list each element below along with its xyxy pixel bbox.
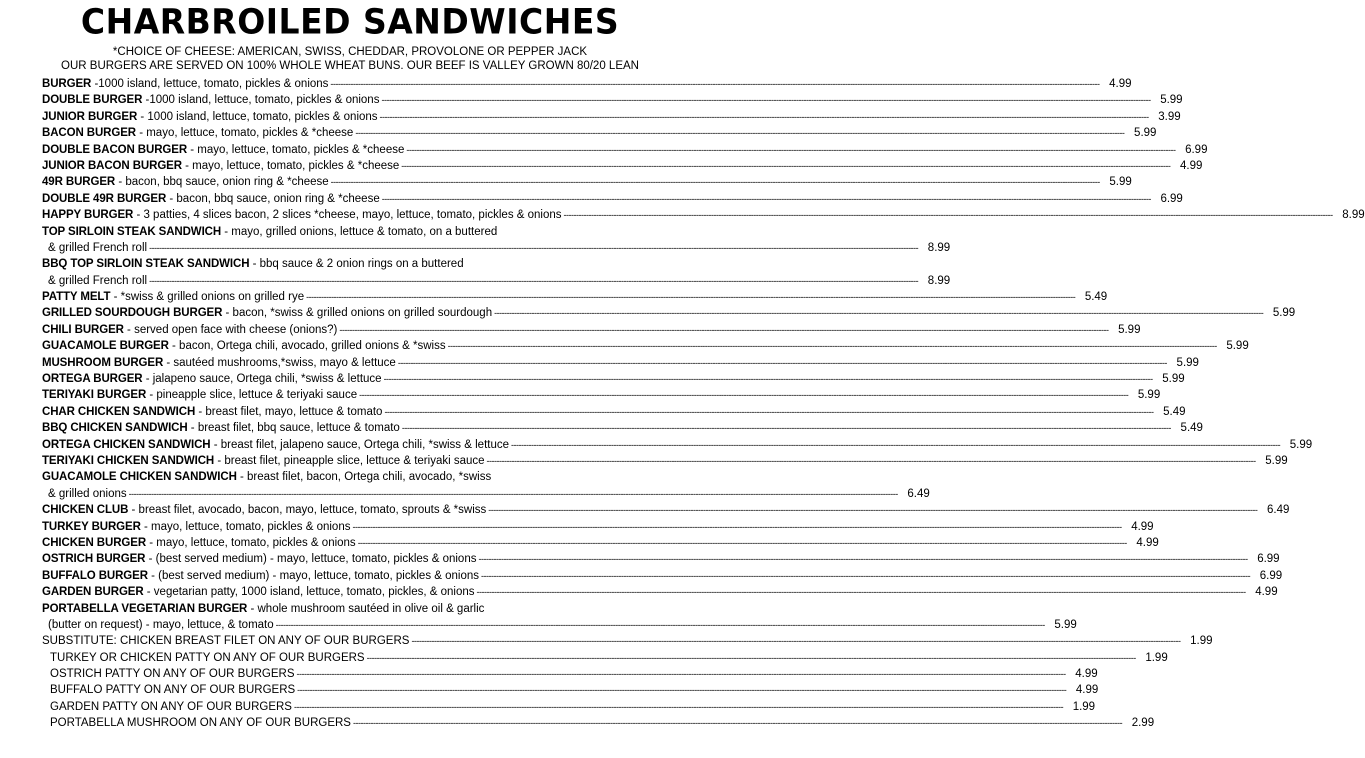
dot-leader xyxy=(448,338,1217,354)
menu-item-description: - served open face with cheese (onions?) xyxy=(123,323,338,336)
menu-item-text xyxy=(42,289,304,305)
menu-item-text xyxy=(42,191,380,207)
dot-leader xyxy=(382,191,1151,207)
menu-item-price: 6.99 xyxy=(1185,143,1208,156)
menu-item-text xyxy=(42,551,476,567)
menu-item-name: TURKEY BURGER xyxy=(42,520,141,533)
menu-item-text xyxy=(42,387,357,403)
menu-item-text xyxy=(42,404,382,420)
menu-item-description: - breast filet, bacon, Ortega chili, avocado, *swiss xyxy=(236,471,492,484)
menu-item-text xyxy=(42,207,562,223)
menu-item-text xyxy=(42,502,486,518)
menu-item-text xyxy=(42,453,485,469)
menu-item-name: GUACAMOLE BURGER xyxy=(42,340,169,353)
menu-item xyxy=(42,486,930,502)
menu-item-description: PORTABELLA MUSHROOM ON ANY OF OUR BURGERS xyxy=(50,717,351,730)
menu-item-description: - 3 patties, 4 slices bacon, 2 slices *cheese, mayo, lettuce, tomato, pickles & onions xyxy=(133,209,562,222)
menu-item-price: 6.49 xyxy=(907,487,930,500)
menu-item-name: BACON BURGER xyxy=(42,127,136,140)
menu-item xyxy=(42,601,679,617)
menu-item-description: - vegetarian patty, 1000 island, lettuce, tomato, pickles, & onions xyxy=(143,586,475,599)
menu-item-description: BUFFALO PATTY ON ANY OF OUR BURGERS xyxy=(50,684,296,697)
dot-leader xyxy=(384,371,1153,387)
menu-item-description: - sautéed mushrooms,*swiss, mayo & lettuce xyxy=(163,356,396,369)
menu-item-price: 4.99 xyxy=(1109,78,1132,90)
menu-item-text xyxy=(50,699,292,715)
menu-item-description: - *swiss & grilled onions on grilled rye xyxy=(110,291,305,304)
dot-leader xyxy=(359,387,1128,403)
menu-item-description: & grilled French roll xyxy=(48,274,148,287)
dot-leader xyxy=(297,682,1066,698)
menu-item-text xyxy=(50,666,295,682)
menu-item-text xyxy=(42,601,484,617)
menu-item xyxy=(42,76,1132,92)
menu-item-price: 4.99 xyxy=(1180,159,1203,172)
dot-leader xyxy=(564,207,1333,223)
menu-item-price: 5.99 xyxy=(1109,176,1132,189)
dot-leader xyxy=(367,650,1136,666)
menu-item-price: 5.99 xyxy=(1054,618,1077,631)
menu-item xyxy=(42,289,1108,305)
menu-item-name: TOP SIRLOIN STEAK SANDWICH xyxy=(42,225,222,238)
menu-item-name: TERIYAKI BURGER xyxy=(42,389,147,402)
menu-item xyxy=(42,273,951,289)
menu-item-name: JUNIOR BACON BURGER xyxy=(42,159,182,172)
menu-item-name: GUACAMOLE CHICKEN SANDWICH xyxy=(42,471,237,484)
menu-item-name: CHICKEN CLUB xyxy=(42,504,129,517)
menu-item xyxy=(42,437,1313,453)
menu-item-description: - bacon, bbq sauce, onion ring & *cheese xyxy=(166,192,380,205)
menu-item-text xyxy=(42,420,400,436)
menu-item xyxy=(42,109,1181,125)
menu-item-text xyxy=(42,142,404,158)
menu-item-name: BBQ TOP SIRLOIN STEAK SANDWICH xyxy=(42,258,250,271)
menu-item-price: 5.99 xyxy=(1272,307,1296,320)
dot-leader xyxy=(352,519,1121,535)
dot-leader xyxy=(401,158,1170,174)
menu-item-name: CHAR CHICKEN SANDWICH xyxy=(42,405,196,418)
menu-item-description: - mayo, lettuce, tomato, pickles & *cheese xyxy=(187,143,405,156)
menu-item-price: 6.99 xyxy=(1160,192,1183,205)
menu-item-price: 5.99 xyxy=(1226,340,1249,353)
menu-item-name: CHICKEN BURGER xyxy=(42,536,147,549)
menu-item-name: GRILLED SOURDOUGH BURGER xyxy=(42,307,223,320)
dot-leader xyxy=(297,666,1066,682)
menu-item-name: PORTABELLA VEGETARIAN BURGER xyxy=(42,602,248,615)
menu-item-description: - breast filet, bbq sauce, lettuce & tomato xyxy=(187,422,400,435)
menu-item xyxy=(42,92,1183,108)
menu-item-text xyxy=(42,76,328,92)
menu-item-name: MUSHROOM BURGER xyxy=(42,356,164,369)
menu-item-text xyxy=(50,682,295,698)
menu-item-text xyxy=(42,305,492,321)
menu-item-price: 6.99 xyxy=(1257,553,1280,566)
menu-item-text xyxy=(42,535,356,551)
dot-leader xyxy=(380,109,1149,125)
menu-item-price: 5.99 xyxy=(1176,356,1199,369)
menu-item xyxy=(42,224,679,240)
menu-item-description: - breast filet, jalapeno sauce, Ortega chili, *swiss & lettuce xyxy=(210,438,510,451)
menu-item xyxy=(42,519,1154,535)
menu-item-price: 5.99 xyxy=(1118,323,1141,336)
menu-item-text xyxy=(42,125,353,141)
menu-item xyxy=(42,617,1077,633)
menu-item-price: 5.49 xyxy=(1163,405,1186,418)
menu-item-text xyxy=(42,355,396,371)
menu-item-description: GARDEN PATTY ON ANY OF OUR BURGERS xyxy=(50,700,292,713)
menu-item-name: DOUBLE 49R BURGER xyxy=(42,192,167,205)
menu-item-description: - bacon, bbq sauce, onion ring & *cheese xyxy=(115,176,329,189)
menu-item-name: PATTY MELT xyxy=(42,291,111,304)
menu-list xyxy=(42,76,1365,732)
menu-item xyxy=(42,207,1365,223)
menu-item-description: - mayo, lettuce, tomato, pickles & onions xyxy=(146,536,356,549)
menu-item-price: 2.99 xyxy=(1131,717,1155,730)
menu-item-description: - whole mushroom sautéed in olive oil & garlic xyxy=(247,602,485,615)
menu-item xyxy=(42,142,1208,158)
menu-item xyxy=(42,633,1213,649)
menu-item-text xyxy=(42,568,479,584)
menu-item-text xyxy=(48,273,147,289)
menu-item-price: 1.99 xyxy=(1145,651,1168,664)
menu-item-price: 1.99 xyxy=(1072,700,1096,713)
menu-item-price: 8.99 xyxy=(927,274,951,287)
menu-item-text xyxy=(48,617,274,633)
menu-item xyxy=(42,682,1099,698)
menu-item-name: ORTEGA BURGER xyxy=(42,373,143,386)
menu-item-description: SUBSTITUTE: CHICKEN BREAST FILET ON ANY OF OUR BURGERS xyxy=(42,635,410,648)
menu-item-description: & grilled onions xyxy=(48,487,127,500)
menu-item-description: -1000 island, lettuce, tomato, pickles & onions xyxy=(91,78,329,90)
menu-item xyxy=(42,158,1203,174)
menu-item-price: 1.99 xyxy=(1190,635,1213,648)
menu-item-price: 5.49 xyxy=(1180,422,1203,435)
menu-item-price: 8.99 xyxy=(927,241,951,254)
dot-leader xyxy=(381,92,1150,108)
menu-item-text xyxy=(42,371,382,387)
menu-item-price: 4.99 xyxy=(1136,536,1159,549)
dot-leader xyxy=(477,584,1246,600)
menu-item-price: 3.99 xyxy=(1158,110,1181,123)
menu-item-name: BURGER xyxy=(42,78,92,90)
menu-item xyxy=(42,650,1168,666)
dot-leader xyxy=(358,535,1127,551)
menu-item-description: - breast filet, avocado, bacon, mayo, lettuce, tomato, sprouts & *swiss xyxy=(128,504,487,517)
menu-item-text xyxy=(50,715,351,731)
dot-leader xyxy=(488,502,1257,518)
menu-item-description: - mayo, lettuce, tomato, pickles & onions xyxy=(140,520,351,533)
menu-item-description: - mayo, lettuce, tomato, pickles & *cheese xyxy=(136,127,354,140)
dot-leader xyxy=(402,420,1171,436)
menu-item xyxy=(42,568,1283,584)
menu-item-description: - 1000 island, lettuce, tomato, pickles & onions xyxy=(137,110,378,123)
menu-item-name: 49R BURGER xyxy=(42,176,116,189)
menu-item-price: 4.99 xyxy=(1255,586,1278,599)
menu-item xyxy=(42,322,1141,338)
menu-item xyxy=(42,404,1186,420)
dot-leader xyxy=(487,453,1256,469)
dot-leader xyxy=(478,551,1247,567)
dot-leader xyxy=(355,125,1124,141)
menu-item-price: 5.49 xyxy=(1084,291,1108,304)
menu-item-text xyxy=(42,92,379,108)
menu-item xyxy=(42,387,1161,403)
menu-item-text xyxy=(48,486,127,502)
dot-leader xyxy=(276,617,1045,633)
menu-item-text xyxy=(48,240,147,256)
menu-item xyxy=(42,551,1280,567)
menu-item xyxy=(42,502,1290,518)
dot-leader xyxy=(331,174,1100,190)
menu-item xyxy=(42,453,1288,469)
menu-item xyxy=(42,469,679,485)
menu-item xyxy=(42,715,1155,731)
menu-item-price: 6.49 xyxy=(1267,504,1290,517)
menu-item-price: 4.99 xyxy=(1075,684,1099,697)
dot-leader xyxy=(149,240,918,256)
menu-item-price: 5.99 xyxy=(1137,389,1161,402)
menu-item-description: - breast filet, pineapple slice, lettuce & teriyaki sauce xyxy=(214,454,485,467)
menu-item xyxy=(42,666,1098,682)
page-title: CHARBROILED SANDWICHES xyxy=(80,1,620,42)
dot-leader xyxy=(481,568,1250,584)
menu-item xyxy=(42,355,1199,371)
dot-leader xyxy=(129,486,898,502)
menu-item-price: 4.99 xyxy=(1131,520,1154,533)
menu-item-price: 4.99 xyxy=(1075,668,1098,681)
menu-item-price: 6.99 xyxy=(1259,569,1283,582)
menu-item-text xyxy=(42,633,409,649)
menu-item-description: & grilled French roll xyxy=(48,241,148,254)
menu-item-price: 5.99 xyxy=(1265,454,1288,467)
dot-leader xyxy=(494,305,1263,321)
menu-item-name: DOUBLE BACON BURGER xyxy=(42,143,188,156)
menu-item-price: 5.99 xyxy=(1160,94,1183,107)
menu-item xyxy=(42,371,1185,387)
menu-item xyxy=(42,174,1132,190)
menu-item-name: ORTEGA CHICKEN SANDWICH xyxy=(42,438,211,451)
menu-item-description: TURKEY OR CHICKEN PATTY ON ANY OF OUR BURGERS xyxy=(50,651,365,664)
menu-item-text xyxy=(42,584,475,600)
dot-leader xyxy=(294,699,1063,715)
menu-item-description: - breast filet, mayo, lettuce & tomato xyxy=(195,405,383,418)
dot-leader xyxy=(353,715,1122,731)
menu-item-text xyxy=(42,256,464,272)
menu-item-name: DOUBLE BURGER xyxy=(42,94,143,107)
dot-leader xyxy=(384,404,1153,420)
menu-item-description: - (best served medium) - mayo, lettuce, tomato, pickles & onions xyxy=(145,553,477,566)
menu-item-price: 8.99 xyxy=(1342,209,1365,222)
menu-item-text xyxy=(42,174,329,190)
menu-item-text xyxy=(50,650,365,666)
menu-item-description: - (best served medium) - mayo, lettuce, tomato, pickles & onions xyxy=(147,569,480,582)
menu-item xyxy=(42,535,1159,551)
menu-item-price: 5.99 xyxy=(1134,127,1157,140)
menu-item xyxy=(42,420,1203,436)
menu-item-description: OSTRICH PATTY ON ANY OF OUR BURGERS xyxy=(50,668,295,681)
menu-item xyxy=(42,584,1278,600)
menu-item-description: - jalapeno sauce, Ortega chili, *swiss & lettuce xyxy=(142,373,382,386)
menu-item-description: - bacon, *swiss & grilled onions on grilled sourdough xyxy=(222,307,493,320)
menu-item-name: BBQ CHICKEN SANDWICH xyxy=(42,422,188,435)
dot-leader xyxy=(511,437,1280,453)
menu-item-text xyxy=(42,338,446,354)
menu-item-text xyxy=(42,322,337,338)
menu-item-text xyxy=(42,519,350,535)
menu-item xyxy=(42,305,1296,321)
menu-item xyxy=(42,191,1183,207)
menu-item-text xyxy=(42,437,509,453)
menu-item xyxy=(42,240,951,256)
dot-leader xyxy=(149,273,918,289)
menu-item-description: -1000 island, lettuce, tomato, pickles & onions xyxy=(142,94,380,107)
menu-item-name: OSTRICH BURGER xyxy=(42,553,146,566)
menu-item xyxy=(42,256,679,272)
menu-item-description: - bbq sauce & 2 onion rings on a buttered xyxy=(249,258,464,271)
cheese-note: *CHOICE OF CHEESE: AMERICAN, SWISS, CHEDDAR, PROVOLONE OR PEPPER JACK xyxy=(112,46,588,58)
dot-leader xyxy=(398,355,1167,371)
dot-leader xyxy=(411,633,1180,649)
menu-item xyxy=(42,338,1249,354)
menu-item-price: 5.99 xyxy=(1289,438,1313,451)
menu-item xyxy=(42,699,1096,715)
bun-beef-note: OUR BURGERS ARE SERVED ON 100% WHOLE WHEAT BUNS. OUR BEEF IS VALLEY GROWN 80/20 LEAN xyxy=(61,60,639,72)
menu-item-name: BUFFALO BURGER xyxy=(42,569,148,582)
dot-leader xyxy=(330,76,1099,92)
menu-item-description: (butter on request) - mayo, lettuce, & tomato xyxy=(48,618,274,631)
menu-item-text xyxy=(42,109,378,125)
menu-item-description: - pineapple slice, lettuce & teriyaki sauce xyxy=(146,389,358,402)
menu-item-text xyxy=(42,158,399,174)
menu-item-name: CHILI BURGER xyxy=(42,323,124,336)
dot-leader xyxy=(406,142,1175,158)
menu-item-text xyxy=(42,469,491,485)
menu-item-name: TERIYAKI CHICKEN SANDWICH xyxy=(42,454,215,467)
menu-item-name: HAPPY BURGER xyxy=(42,209,134,222)
menu-item-description: - bacon, Ortega chili, avocado, grilled onions & *swiss xyxy=(168,340,446,353)
dot-leader xyxy=(339,322,1108,338)
menu-item xyxy=(42,125,1157,141)
menu-item-description: - mayo, grilled onions, lettuce & tomato, on a buttered xyxy=(221,225,498,238)
menu-item-name: JUNIOR BURGER xyxy=(42,110,138,123)
menu-item-name: GARDEN BURGER xyxy=(42,586,144,599)
menu-item-description: - mayo, lettuce, tomato, pickles & *cheese xyxy=(181,159,400,172)
menu-item-price: 5.99 xyxy=(1162,373,1185,386)
menu-item-text xyxy=(42,224,497,240)
dot-leader xyxy=(306,289,1075,305)
